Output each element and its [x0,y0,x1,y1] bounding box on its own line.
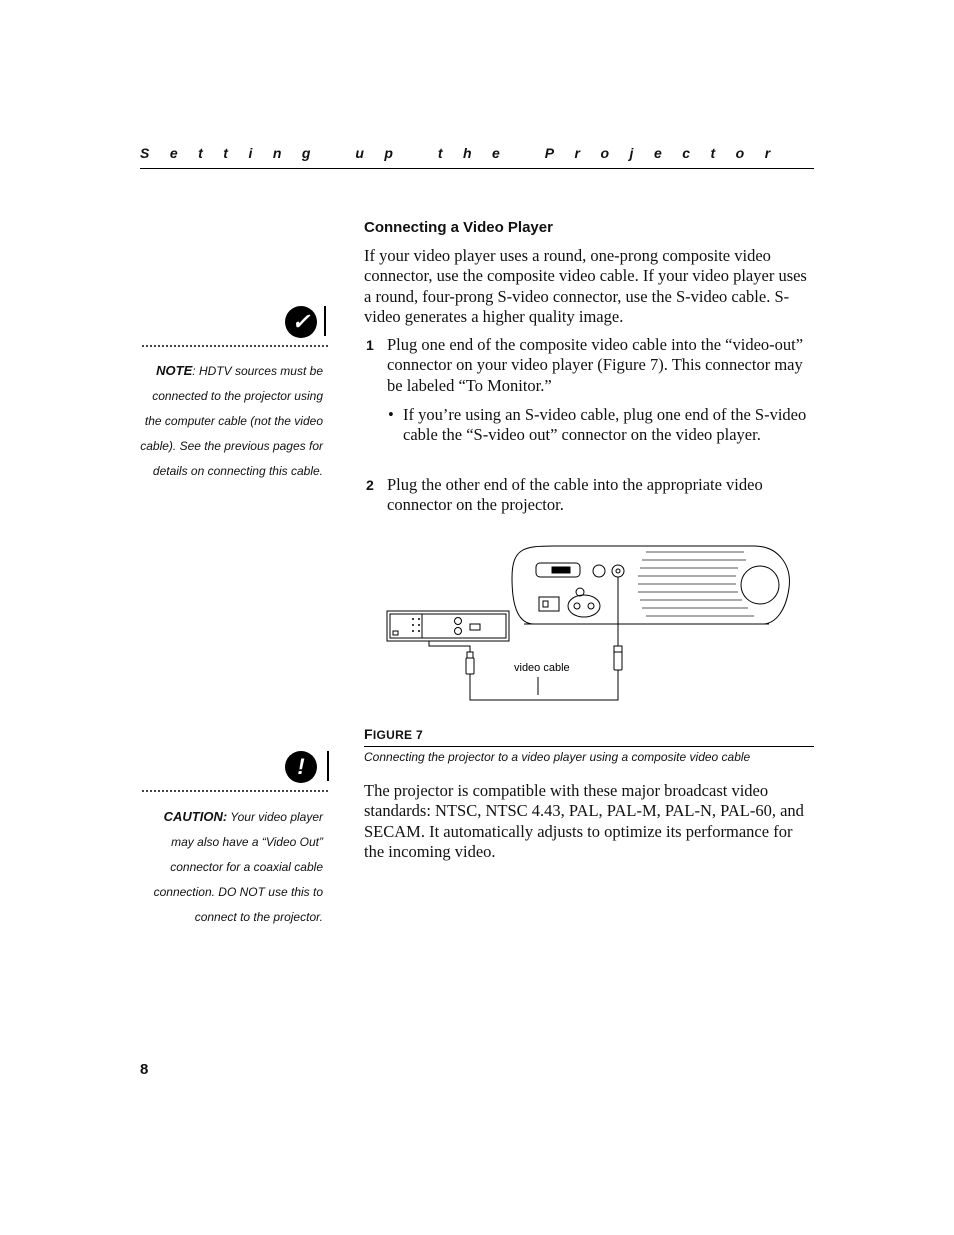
note-icon: ✓ [285,306,317,338]
projector-connection-diagram [384,538,804,708]
header-rule [140,168,814,169]
step-text: Plug one end of the composite video cable into the “video-out” connector on your video player (Figure 7). This connector may be labeled “To Monitor.” [387,335,804,395]
note-text [140,358,323,484]
caution-body: Your video player may also have a “Video Out” connector for a coaxial cable connection. DO NOT use this to connect to the projector. [153,810,323,924]
step-number: 1 [366,337,374,353]
note-label: NOTE [156,363,193,378]
projector-body [512,546,789,624]
cable-label: video cable [514,662,570,674]
figure-label [364,726,423,742]
figure-label-rest: IGURE 7 [372,728,423,742]
caution-icon: ! [285,751,317,783]
step-1 [364,335,814,396]
figure-rule [364,746,814,747]
step-2 [364,475,814,516]
bullet-item [388,405,808,446]
projector-lens [741,566,779,604]
note-body: : HDTV sources must be connected to the projector using the computer cable (not the video cable). See the previous pages for details on connecting this cable. [140,364,323,478]
power-switch [539,597,559,611]
video-cable [429,641,470,652]
figure-caption: Connecting the projector to a video player using a composite video cable [364,750,751,764]
caution-divider [142,790,328,792]
step-text: Plug the other end of the cable into the appropriate video connector on the projector. [387,475,763,515]
video-player-body [387,611,509,641]
svideo-port [593,565,605,577]
figure-label-initial: F [364,726,373,742]
intro-paragraph: If your video player uses a round, one-prong composite video connector, use the composite video cable. If your video player uses a round, four-prong S-video connector, use the S-video cable. S-video generates a higher quality image. [364,246,807,327]
power-socket [568,595,600,617]
caution-label: CAUTION: [163,809,228,824]
step-number: 2 [366,477,374,493]
note-icon-bar [324,306,326,336]
caution-icon-bar [327,751,329,781]
page-number: 8 [140,1061,149,1078]
running-header: Setting up the Projector [140,145,791,161]
bullet-text: If you’re using an S-video cable, plug one end of the S-video cable the “S-video out” connector on the video player. [403,405,807,445]
closing-paragraph: The projector is compatible with these major broadcast video standards: NTSC, NTSC 4.43, PAL, PAL-M, PAL-N, PAL-60, and SECAM. It automatically adjusts to optimize its performance for the incoming video. [364,781,804,862]
note-divider [142,345,328,347]
video-port [612,565,624,577]
caution-text [140,804,323,930]
bullet-symbol: • [388,405,394,424]
section-title: Connecting a Video Player [364,219,553,236]
